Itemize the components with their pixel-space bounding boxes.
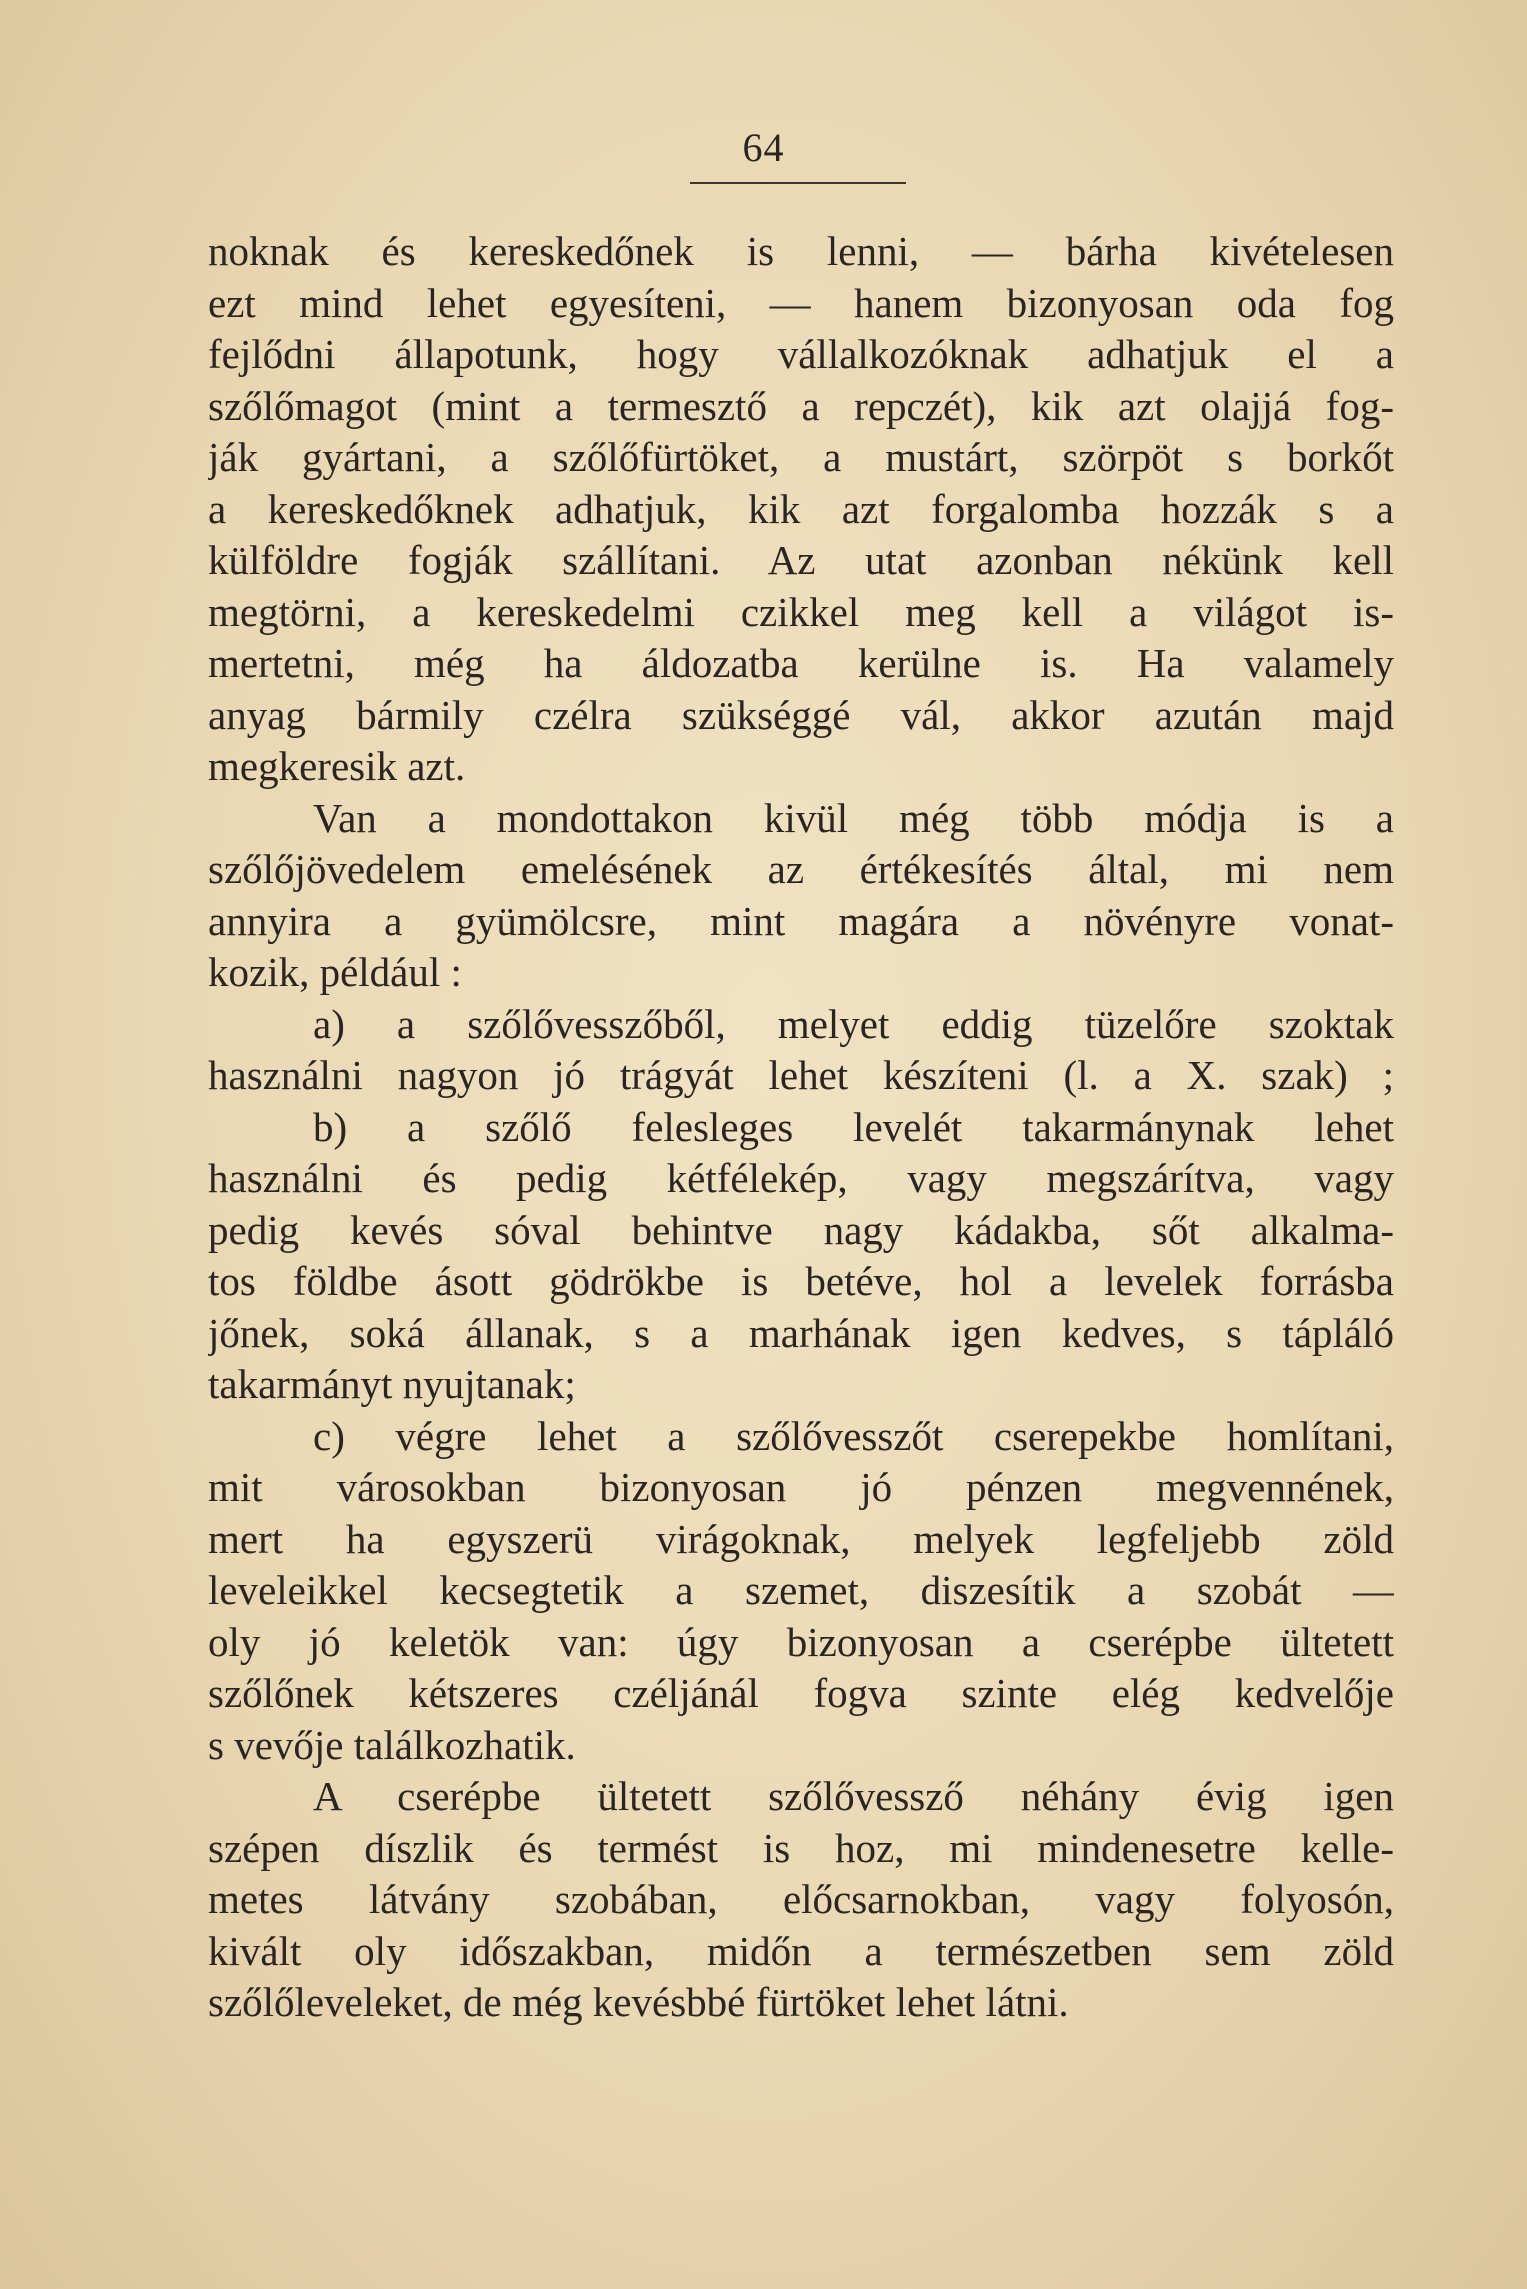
text-line: kozik, például : bbox=[208, 949, 462, 995]
text-line: Van a mondottakon kivül még több módja is a bbox=[313, 794, 1394, 841]
text-line: megkeresik azt. bbox=[208, 743, 466, 789]
text-line: s vevője találkozhatik. bbox=[208, 1721, 576, 1768]
page-number: 64 bbox=[742, 125, 785, 170]
text-line: a kereskedőknek adhatjuk, kik azt forgalomba hozzák s a bbox=[208, 485, 1394, 532]
body-text bbox=[208, 226, 1394, 2029]
text-line: használni és pedig kétfélekép, vagy megszárítva, vagy bbox=[208, 1155, 1394, 1201]
text-line: oly jó keletök van: úgy bizonyosan a cserépbe ültetett bbox=[208, 1618, 1394, 1665]
text-line: jőnek, soká állanak, s a marhának igen kedves, s tápláló bbox=[208, 1309, 1394, 1356]
text-line: annyira a gyümölcsre, mint magára a növényre vonat- bbox=[208, 897, 1394, 944]
text-line: kivált oly időszakban, midőn a természetben sem zöld bbox=[208, 1927, 1394, 1974]
header-rule bbox=[690, 182, 906, 184]
text-line: pedig kevés sóval behintve nagy kádakba, sőt alkalma- bbox=[208, 1206, 1394, 1253]
text-line: leveleikkel kecsegtetik a szemet, diszesítik a szobát — bbox=[208, 1567, 1394, 1613]
text-line: ják gyártani, a szőlőfürtöket, a mustárt, szörpöt s borkőt bbox=[208, 434, 1394, 480]
text-line: mert ha egyszerü virágoknak, melyek legfeljebb zöld bbox=[208, 1515, 1394, 1562]
text-line: c) végre lehet a szőlővesszőt cserepekbe homlítani, bbox=[313, 1412, 1394, 1459]
text-line: külföldre fogják szállítani. Az utat azonban nékünk kell bbox=[208, 537, 1394, 583]
text-line: mit városokban bizonyosan jó pénzen megvennének, bbox=[208, 1464, 1394, 1510]
text-line: mertetni, még ha áldozatba kerülne is. Ha valamely bbox=[208, 640, 1394, 686]
text-line: tos földbe ásott gödrökbe is betéve, hol a levelek forrásba bbox=[208, 1258, 1394, 1304]
text-line: megtörni, a kereskedelmi czikkel meg kell a világot is- bbox=[208, 588, 1394, 635]
text-line: szépen díszlik és termést is hoz, mi mindenesetre kelle- bbox=[208, 1824, 1394, 1871]
text-line: ezt mind lehet egyesíteni, — hanem bizonyosan oda fog bbox=[208, 279, 1394, 326]
text-line: szőlőmagot (mint a termesztő a repczét), kik azt olajjá fog- bbox=[208, 382, 1394, 429]
text-line: fejlődni állapotunk, hogy vállalkozóknak adhatjuk el a bbox=[208, 331, 1394, 377]
text-line: noknak és kereskedőnek is lenni, — bárha kivételesen bbox=[208, 228, 1394, 274]
text-line: A cserépbe ültetett szőlővessző néhány évig igen bbox=[313, 1773, 1394, 1819]
text-line: takarmányt nyujtanak; bbox=[208, 1361, 576, 1407]
text-line: anyag bármily czélra szükséggé vál, akkor azután majd bbox=[208, 691, 1394, 738]
text-line: szőlőnek kétszeres czéljánál fogva szinte elég kedvelője bbox=[208, 1670, 1394, 1716]
text-line: b) a szőlő felesleges levelét takarmánynak lehet bbox=[313, 1103, 1394, 1150]
text-line: használni nagyon jó trágyát lehet készíteni (l. a X. szak) ; bbox=[208, 1052, 1394, 1098]
text-line: szőlőleveleket, de még kevésbbé fürtöket lehet látni. bbox=[208, 1979, 1069, 2025]
text-line: metes látvány szobában, előcsarnokban, vagy folyosón, bbox=[208, 1876, 1394, 1922]
text-line: a) a szőlővesszőből, melyet eddig tüzelőre szoktak bbox=[313, 1000, 1394, 1047]
text-line: szőlőjövedelem emelésének az értékesítés által, mi nem bbox=[208, 846, 1394, 892]
